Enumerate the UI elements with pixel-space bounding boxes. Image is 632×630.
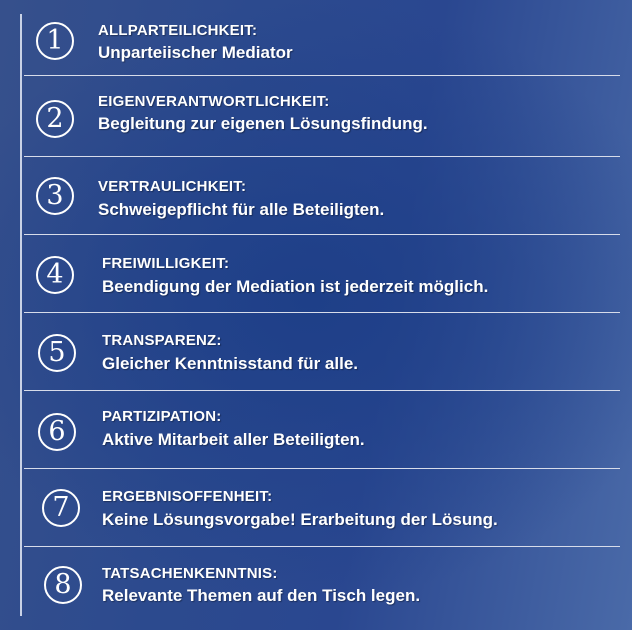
number-badge-8: 8 xyxy=(44,566,82,604)
principle-title-7: ERGEBNISOFFENHEIT: xyxy=(102,488,273,505)
principle-description-4: Beendigung der Mediation ist jederzeit möglich. xyxy=(102,277,489,296)
number-badge-6: 6 xyxy=(38,413,76,451)
divider-7 xyxy=(24,546,620,547)
divider-1 xyxy=(24,75,620,76)
principle-description-3: Schweigepflicht für alle Beteiligten. xyxy=(98,200,385,219)
divider-3 xyxy=(24,234,620,235)
divider-5 xyxy=(24,390,620,391)
divider-6 xyxy=(24,468,620,469)
principle-description-6: Aktive Mitarbeit aller Beteiligten. xyxy=(102,430,365,449)
divider-2 xyxy=(24,156,620,157)
principle-title-1: ALLPARTEILICHKEIT: xyxy=(98,22,258,39)
principle-title-5: TRANSPARENZ: xyxy=(102,332,222,349)
number-badge-4: 4 xyxy=(36,256,74,294)
principle-title-2: EIGENVERANTWORTLICHKEIT: xyxy=(98,93,330,110)
principle-title-4: FREIWILLIGKEIT: xyxy=(102,255,230,272)
number-badge-3: 3 xyxy=(36,177,74,215)
principle-description-5: Gleicher Kenntnisstand für alle. xyxy=(102,354,359,373)
vertical-rule xyxy=(20,14,22,616)
principle-description-2: Begleitung zur eigenen Lösungsfindung. xyxy=(98,114,428,133)
principle-description-8: Relevante Themen auf den Tisch legen. xyxy=(102,586,421,605)
principle-title-8: TATSACHENKENNTNIS: xyxy=(102,565,278,582)
number-badge-2: 2 xyxy=(36,100,74,138)
principle-title-3: VERTRAULICHKEIT: xyxy=(98,178,247,195)
principle-description-7: Keine Lösungsvorgabe! Erarbeitung der Lösung. xyxy=(102,510,498,529)
principle-title-6: PARTIZIPATION: xyxy=(102,408,222,425)
number-badge-7: 7 xyxy=(42,489,80,527)
number-badge-1: 1 xyxy=(36,22,74,60)
principle-description-1: Unparteiischer Mediator xyxy=(98,43,293,62)
number-badge-5: 5 xyxy=(38,334,76,372)
divider-4 xyxy=(24,312,620,313)
